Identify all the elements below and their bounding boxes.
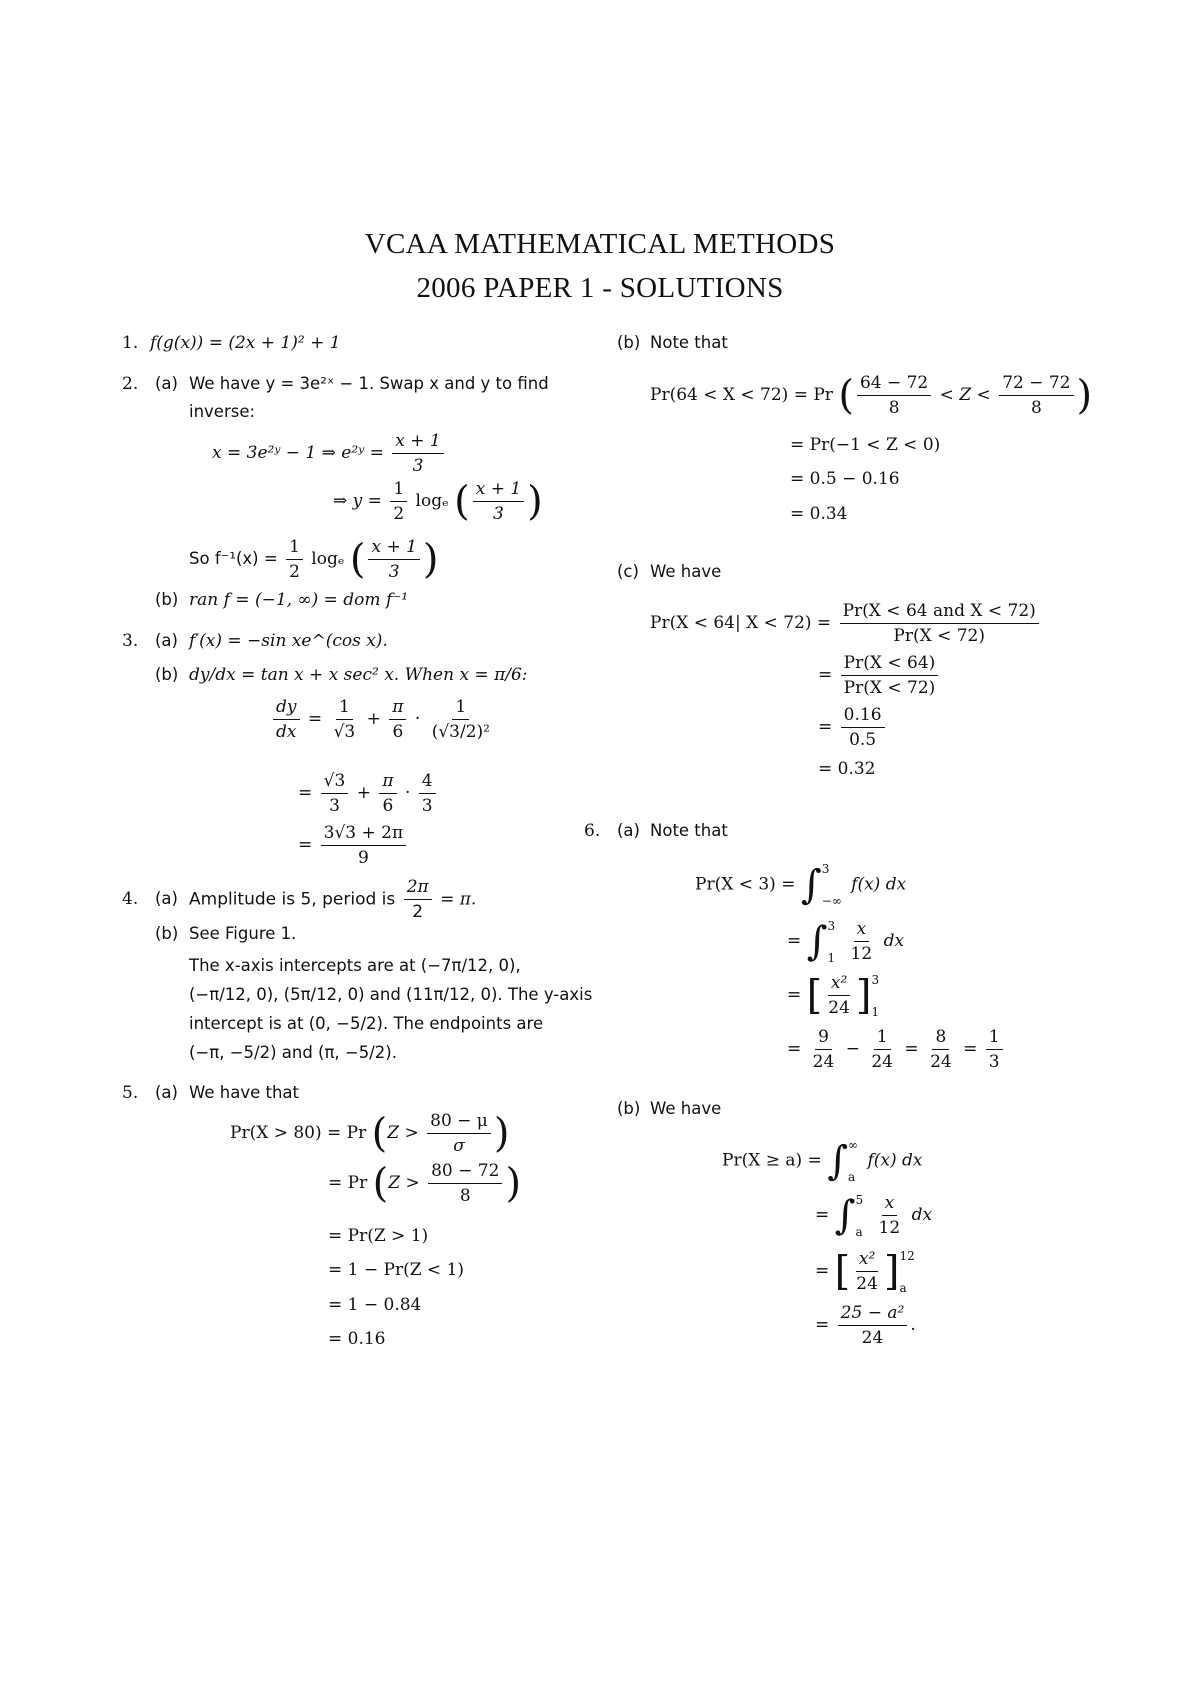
denominator: 24 — [828, 998, 850, 1018]
q4b-paragraph-4: (−π, −5/2) and (π, −5/2). — [189, 1043, 397, 1062]
fraction — [857, 372, 931, 419]
fraction — [429, 696, 493, 743]
eq-text: = π. — [440, 889, 477, 910]
upper-limit: 3 — [827, 918, 836, 933]
right-bracket: ] — [855, 972, 872, 1019]
fraction — [428, 1160, 502, 1207]
right-paren: ) — [493, 1110, 510, 1157]
q4-number: 4. — [122, 889, 139, 909]
numerator: x — [854, 918, 870, 942]
lower-limit: a — [899, 1280, 907, 1295]
eq-text: ⇒ y = — [333, 491, 382, 511]
q5b-text: Note that — [650, 333, 728, 352]
upper-limit: 12 — [899, 1248, 915, 1263]
integral-limits — [822, 862, 842, 908]
q2b-text: ran f = (−1, ∞) = dom f⁻¹ — [189, 590, 409, 610]
right-paren: ) — [422, 536, 439, 583]
fraction — [848, 918, 876, 965]
log-text: logₑ — [415, 491, 449, 511]
q6b-label: (b) — [617, 1099, 641, 1118]
eq-text: f(x) dx — [867, 1150, 923, 1171]
q3b-label: (b) — [155, 665, 179, 684]
fraction — [390, 478, 407, 525]
q4b-paragraph-3: intercept is at (0, −5/2). The endpoints are — [189, 1014, 544, 1033]
q3a-text: f′(x) = −sin xe^(cos x). — [189, 631, 388, 651]
q6b-text: We have — [650, 1099, 722, 1118]
dot: · — [404, 783, 411, 803]
denominator: 12 — [878, 1218, 901, 1238]
q3b-equation-3: = $\frac{3√3 + 2\pi}{9}$ — [298, 822, 409, 869]
q6b-equation-1 — [722, 1138, 922, 1184]
q3-number: 3. — [122, 631, 139, 651]
page-title: VCAA MATHEMATICAL METHODS — [364, 228, 836, 260]
q4b-label: (b) — [155, 924, 179, 943]
lower-limit: 1 — [827, 950, 836, 965]
q5a-equation-6: = 0.16 — [328, 1329, 386, 1349]
numerator: 1 — [452, 696, 469, 720]
fraction — [868, 1026, 896, 1073]
fraction — [392, 430, 443, 477]
fraction — [841, 652, 939, 699]
denominator: 0.5 — [849, 730, 877, 750]
dot: · — [414, 709, 421, 729]
fraction — [321, 770, 349, 817]
q5-number: 5. — [122, 1083, 139, 1103]
numerator: 1 — [286, 536, 303, 560]
denominator: σ — [453, 1136, 465, 1156]
fraction — [379, 770, 396, 817]
denominator: 24 — [812, 1052, 835, 1072]
numerator: π — [379, 770, 396, 794]
fraction — [876, 1192, 904, 1239]
denominator: 3 — [988, 1052, 1000, 1072]
q2a-label: (a) — [155, 374, 178, 393]
q4b-text: See Figure 1. — [189, 924, 297, 943]
numerator: x + 1 — [473, 478, 524, 502]
denominator: 2 — [393, 504, 405, 524]
numerator: 8 — [932, 1026, 949, 1050]
denominator: 24 — [871, 1052, 893, 1072]
q2a-text-cont: inverse: — [189, 402, 256, 421]
eq-text: dx — [911, 1205, 933, 1225]
numerator: x² — [856, 1248, 878, 1272]
q5b-equation-2: = Pr(−1 < Z < 0) — [790, 435, 941, 455]
eq-text: Pr(X ≥ a) = — [722, 1150, 822, 1171]
q5c-equation-2: = $\frac{Pr(X < 64)}{Pr(X < 72)}$ — [818, 652, 941, 699]
q4b-paragraph-2: (−π/12, 0), (5π/12, 0) and (11π/12, 0). The y-axis — [189, 985, 593, 1004]
eq-text: f(x) dx — [851, 874, 907, 895]
left-paren: ( — [372, 1160, 389, 1207]
lower-limit: −∞ — [821, 894, 842, 908]
numerator: 1 — [336, 696, 353, 720]
q4b-paragraph-1: The x-axis intercepts are at (−7π/12, 0), — [189, 956, 521, 975]
q6a-equation-1 — [695, 862, 906, 908]
denominator: 12 — [850, 944, 873, 964]
q6a-equation-3: = [ $\frac{\text{x²}}{24}$ ] 3 1 — [787, 972, 880, 1019]
q5c-equation-1 — [650, 600, 1042, 647]
left-paren: ( — [349, 536, 366, 583]
q3b-equation-2: = $\frac{√3}{3}$ + $\frac{\pi}{6}$ · $\frac{4}{3}$ — [298, 770, 439, 817]
q6a-label: (a) — [617, 821, 640, 840]
log-text: logₑ — [311, 549, 345, 569]
numerator: 1 — [874, 1026, 891, 1050]
fraction — [389, 696, 406, 743]
numerator: 80 − 72 — [428, 1160, 502, 1184]
eq-text: Z > — [388, 1173, 420, 1193]
numerator: x + 1 — [368, 536, 419, 560]
q5a-equation-3: = Pr(Z > 1) — [328, 1226, 429, 1246]
integral-sign: ∫ — [806, 918, 828, 965]
numerator: 0.16 — [841, 704, 885, 728]
integral-sign: ∫ — [834, 1192, 856, 1239]
upper-limit: 5 — [855, 1192, 864, 1207]
fraction — [999, 372, 1073, 419]
lower-limit: a — [855, 1224, 863, 1239]
q5b-equation-1 — [650, 372, 1092, 419]
eq-text: = Pr — [328, 1173, 368, 1193]
fraction — [331, 696, 359, 743]
q2a-equation-1 — [212, 430, 447, 477]
numerator: 72 − 72 — [999, 372, 1073, 396]
q5a-equation-5: = 1 − 0.84 — [328, 1295, 422, 1315]
eq-text: Amplitude is 5, period is — [189, 889, 396, 910]
fraction — [404, 876, 432, 923]
fraction — [840, 600, 1039, 647]
q6a-equation-4: = $\frac{9}{24}$ − $\frac{1}{24}$ = $\frac{8}{24}$ = $\frac{1}{3}$ — [787, 1026, 1006, 1073]
denominator: Pr(X < 72) — [843, 678, 936, 698]
q6a-equation-2: = ∫ 3 1 $\frac{x}{12}$ dx — [787, 918, 905, 965]
q2a-equation-2 — [333, 478, 543, 525]
numerator: √3 — [321, 770, 349, 794]
q5a-text: We have that — [189, 1083, 299, 1102]
left-paren: ( — [838, 372, 854, 419]
q3a-label: (a) — [155, 631, 178, 650]
integral-limits — [856, 1193, 864, 1239]
denominator: 3 — [421, 796, 433, 816]
numerator: x — [882, 1192, 898, 1216]
page-subtitle: 2006 PAPER 1 - SOLUTIONS — [416, 272, 784, 304]
q5c-equation-3: = $\frac{0.16}{0.5}$ — [818, 704, 888, 751]
right-bracket: ] — [883, 1248, 900, 1295]
denominator: 9 — [358, 848, 369, 868]
fraction — [273, 696, 300, 743]
q6b-equation-4: = $\frac{\text{25 − a²}}{24}$ . — [815, 1303, 916, 1348]
numerator: Pr(X < 64) — [841, 652, 939, 676]
eq-text: Pr(64 < X < 72) = Pr — [650, 385, 833, 405]
numerator: 4 — [419, 770, 436, 794]
denominator: 24 — [930, 1052, 952, 1072]
q2a-inverse — [189, 536, 439, 583]
q5c-label: (c) — [617, 562, 639, 581]
denominator: 3 — [412, 456, 424, 476]
numerator: 25 − a² — [838, 1302, 908, 1326]
q6-number: 6. — [584, 821, 601, 841]
denominator: 6 — [392, 722, 404, 742]
denominator: 24 — [861, 1328, 884, 1348]
eq-text: < Z < — [939, 385, 991, 405]
lower-limit: a — [848, 1170, 856, 1184]
q5c-text: We have — [650, 562, 722, 581]
numerator: dy — [273, 696, 300, 720]
numerator: 9 — [815, 1026, 832, 1050]
right-paren: ) — [527, 478, 543, 525]
denominator: 3 — [388, 562, 400, 582]
fraction — [321, 822, 407, 869]
upper-limit: 3 — [871, 972, 880, 987]
q5b-equation-3: = 0.5 − 0.16 — [790, 469, 900, 489]
q3b-text: dy/dx = tan x + x sec² x. When x = π/6: — [189, 665, 528, 685]
fraction — [838, 1302, 908, 1349]
left-paren: ( — [454, 478, 470, 525]
q6b-equation-2: = ∫ 5 a $\frac{x}{12}$ dx — [815, 1192, 933, 1239]
numerator: x² — [828, 972, 850, 996]
integral-sign: ∫ — [800, 862, 822, 908]
q6a-text: Note that — [650, 821, 728, 840]
eq-text: Pr(X > 80) = Pr — [230, 1123, 367, 1143]
eq-text: Z > — [387, 1123, 419, 1143]
denominator: 24 — [856, 1274, 878, 1294]
numerator: 1 — [390, 478, 407, 502]
denominator: 8 — [1030, 398, 1042, 418]
fraction — [825, 972, 853, 1019]
right-paren: ) — [1076, 372, 1093, 419]
q2b-label: (b) — [155, 590, 179, 609]
numerator: 3√3 + 2π — [321, 822, 407, 846]
fraction — [368, 536, 419, 583]
eq-text: Pr(X < 64| X < 72) = — [650, 613, 832, 633]
upper-limit: ∞ — [848, 1138, 859, 1152]
q5a-equation-1 — [230, 1110, 509, 1157]
numerator: Pr(X < 64 and X < 72) — [840, 600, 1039, 624]
integral-sign: ∫ — [827, 1138, 849, 1184]
q4a-text — [189, 876, 476, 923]
right-paren: ) — [505, 1160, 522, 1207]
fraction — [853, 1248, 881, 1295]
denominator: Pr(X < 72) — [893, 626, 985, 646]
denominator: √3 — [333, 722, 356, 742]
lower-limit: 1 — [871, 1004, 880, 1019]
q1-answer: f(g(x)) = (2x + 1)² + 1 — [150, 333, 341, 353]
q5a-equation-2 — [328, 1160, 521, 1207]
bracket-limits — [900, 1249, 915, 1295]
denominator: dx — [276, 722, 297, 742]
eq-text: x = 3e²ʸ − 1 ⇒ e²ʸ = — [212, 443, 384, 463]
q6b-equation-3: = [ $\frac{\text{x²}}{24}$ ] 12 a — [815, 1248, 915, 1295]
q4a-label: (a) — [155, 889, 178, 908]
fraction — [286, 536, 303, 583]
upper-limit: 3 — [821, 862, 830, 876]
fraction — [927, 1026, 955, 1073]
q1-number: 1. — [122, 333, 139, 353]
q5b-label: (b) — [617, 333, 641, 352]
fraction — [473, 478, 524, 525]
fraction — [810, 1026, 838, 1073]
denominator: 8 — [888, 398, 900, 418]
numerator: 64 − 72 — [857, 372, 931, 396]
left-paren: ( — [371, 1110, 388, 1157]
fraction — [427, 1110, 491, 1157]
denominator: 6 — [382, 796, 394, 816]
q2a-text: We have y = 3e²ˣ − 1. Swap x and y to find — [189, 374, 549, 393]
fraction — [841, 704, 885, 751]
eq-text: dx — [883, 931, 905, 951]
numerator: 1 — [986, 1026, 1003, 1050]
q5b-equation-4: = 0.34 — [790, 504, 848, 524]
eq-text: So f⁻¹(x) = — [189, 549, 278, 568]
denominator: 3 — [329, 796, 340, 816]
q5a-label: (a) — [155, 1083, 178, 1102]
numerator: x + 1 — [392, 430, 443, 454]
integral-limits — [828, 919, 836, 965]
q5a-equation-4: = 1 − Pr(Z < 1) — [328, 1260, 465, 1280]
denominator: 8 — [459, 1186, 471, 1206]
denominator: 3 — [493, 504, 504, 524]
numerator: 80 − μ — [427, 1110, 491, 1134]
left-bracket: [ — [834, 1248, 851, 1295]
left-bracket: [ — [806, 972, 823, 1019]
denominator: (√3/2)² — [431, 722, 490, 742]
q2-number: 2. — [122, 374, 139, 394]
q5c-equation-4: = 0.32 — [818, 759, 876, 779]
numerator: π — [389, 696, 406, 720]
integral-limits — [848, 1138, 858, 1184]
denominator: 2 — [289, 562, 300, 582]
numerator: 2π — [404, 876, 432, 900]
denominator: 2 — [412, 902, 424, 922]
bracket-limits — [872, 973, 880, 1019]
fraction — [419, 770, 436, 817]
q3b-equation-1: $\frac{dy}{dx}$ = $\frac{1}{√3}$ + $\frac{\pi}{6}$ · $\frac{1}{\text{(√3/2)²}}$ — [270, 696, 496, 743]
eq-text: Pr(X < 3) = — [695, 874, 796, 895]
fraction — [986, 1026, 1003, 1073]
